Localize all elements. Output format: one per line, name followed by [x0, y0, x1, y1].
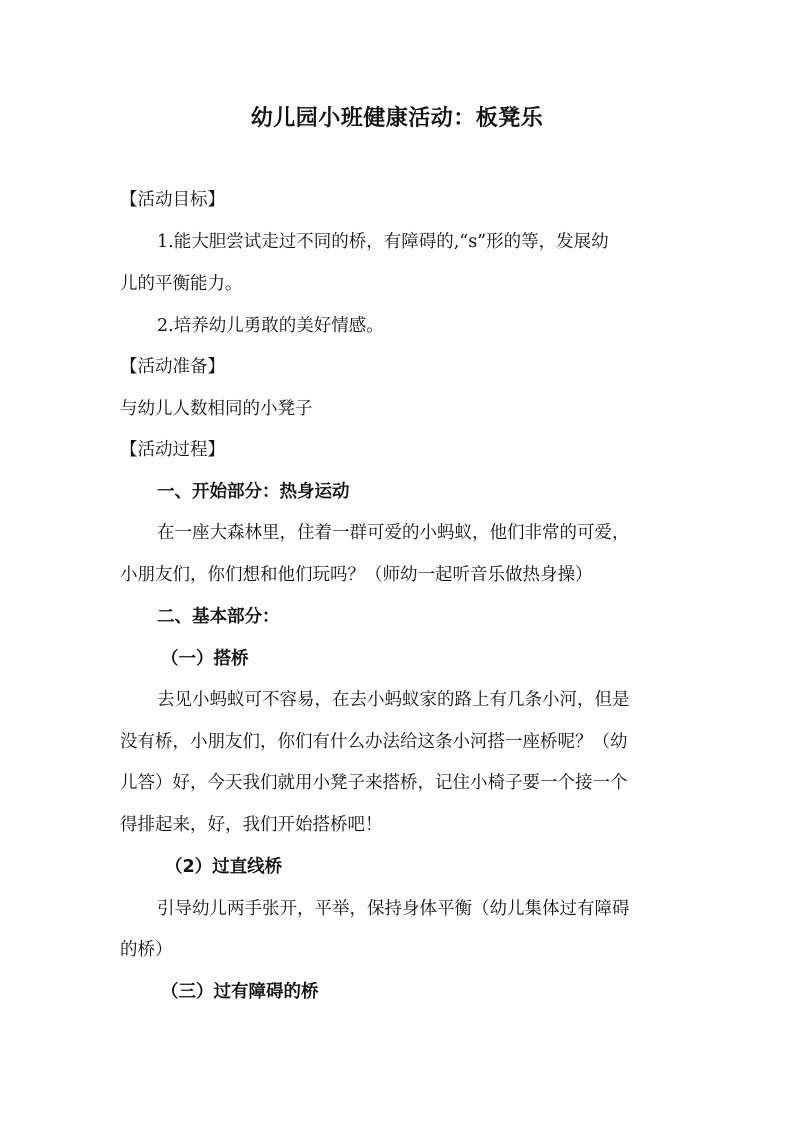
sub-3-heading: （三）过有障碍的桥	[161, 982, 319, 1002]
goal-1-line-2: 儿的平衡能力。	[120, 274, 243, 294]
sub-1-line-2: 没有桥，小朋友们，你们有什么办法给这条小河搭一座桥呢？（幼	[120, 732, 628, 752]
sub-1-line-4: 得排起来，好，我们开始搭桥吧！	[120, 815, 383, 835]
goals-heading: 【活动目标】	[120, 190, 225, 210]
part-1-line-2: 小朋友们，你们想和他们玩吗？（师幼一起听音乐做热身操）	[120, 565, 593, 585]
goal-1-line-1: 1.能大胆尝试走过不同的桥，有障碍的,“s”形的等，发展幼	[157, 232, 609, 252]
process-heading: 【活动过程】	[120, 440, 225, 460]
sub-2-line-2: 的桥）	[120, 940, 173, 960]
sub-2-line-1: 引导幼儿两手张开，平举，保持身体平衡（幼儿集体过有障碍	[157, 899, 630, 919]
goal-2: 2.培养幼儿勇敢的美好情感。	[157, 316, 384, 336]
sub-2-heading: （2）过直线桥	[165, 857, 283, 877]
sub-1-line-3: 儿答）好，今天我们就用小凳子来搭桥，记住小椅子要一个接一个	[120, 773, 628, 793]
part-2-heading: 二、基本部分：	[157, 607, 280, 627]
part-1-heading: 一、开始部分：热身运动	[157, 482, 350, 502]
part-1-line-1: 在一座大森林里，住着一群可爱的小蚂蚁，他们非常的可爱，	[157, 523, 630, 543]
sub-1-heading: （一）搭桥	[161, 649, 249, 669]
prep-heading: 【活动准备】	[120, 357, 225, 377]
page-title: 幼儿园小班健康活动：板凳乐	[250, 106, 544, 131]
prep-text: 与幼儿人数相同的小凳子	[120, 399, 313, 419]
sub-1-line-1: 去见小蚂蚁可不容易，在去小蚂蚁家的路上有几条小河，但是	[157, 690, 630, 710]
